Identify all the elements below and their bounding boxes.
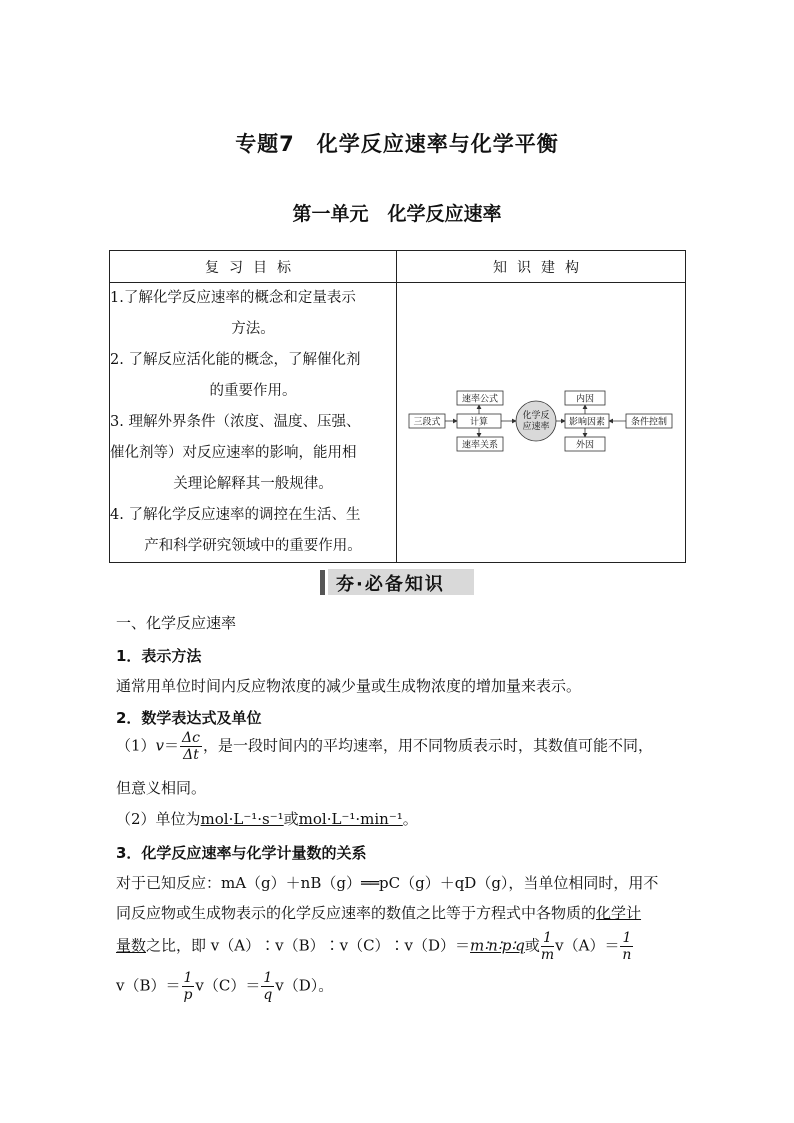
paragraph-1: 通常用单位时间内反应物浓度的减少量或生成物浓度的增加量来表示。 [116, 677, 582, 695]
sub-heading-1: 1．表示方法 [116, 647, 202, 665]
unit-per-second: mol·L⁻¹·s⁻¹ [200, 810, 284, 828]
frac-num: 1 [183, 970, 193, 986]
goal-1-line-1: 1.了解化学反应速率的概念和定量表示 [110, 290, 356, 306]
paragraph-4-line-3 [116, 930, 686, 963]
fraction-1-m [541, 930, 554, 963]
review-table [109, 250, 686, 563]
unit-title: 第一单元 化学反应速率 [292, 203, 502, 225]
unit-prefix: （2）单位为 [116, 810, 201, 828]
label-center-2: 应速率 [522, 421, 550, 432]
formula-var: v [155, 736, 165, 755]
label-calculation: 计算 [469, 417, 489, 427]
ratio-answer: m∶n∶p∶q [470, 936, 525, 955]
banner-text: 夯·必备知识 [336, 574, 445, 595]
vc-eq: v（C）＝ [195, 976, 261, 995]
concept-map [397, 371, 686, 471]
goal-4-line-1: 4. 了解化学反应速率的调控在生活、生 [110, 507, 361, 523]
goal-4-line-2: 产和科学研究领域中的重要作用。 [144, 538, 362, 554]
formula-desc: ，是一段时间内的平均速率，用不同物质表示时，其数值可能不同， [203, 736, 654, 755]
frac-num: 1 [622, 930, 632, 946]
goal-2-line-1: 2. 了解反应活化能的概念，了解催化剂 [110, 352, 361, 368]
unit-or: 或 [283, 810, 299, 828]
paragraph-4-line-1: 对于已知反应：mA（g）＋nB（g）══pC（g）＋qD（g），当单位相同时，用不 [116, 874, 659, 892]
header-review-goals: 复习目标 [110, 251, 397, 283]
heading-reaction-rate: 一、化学反应速率 [116, 614, 237, 632]
fraction-1-q [261, 970, 274, 1003]
goal-2-line-2: 的重要作用。 [209, 383, 297, 399]
fraction-numerator: Δc [182, 730, 200, 746]
label-condition-control: 条件控制 [630, 417, 668, 427]
goal-3-line-2: 催化剂等）对反应速率的影响，能用相 [110, 445, 357, 461]
paragraph-4-line-2 [116, 902, 686, 923]
goal-3-line-3: 关理论解释其一般规律。 [173, 476, 333, 492]
vb-eq: v（B）＝ [116, 976, 181, 995]
frac-den: m [540, 947, 555, 963]
fraction-dc-dt [180, 730, 202, 763]
frac-num: 1 [263, 970, 273, 986]
fraction-1-p [182, 970, 195, 1003]
label-rate-formula: 速率公式 [461, 394, 499, 404]
line3-text: 之比，即 v（A）∶v（B）∶v（C）∶v（D）＝ [146, 936, 471, 955]
concept-map-cell [397, 283, 686, 563]
formula-eq: ＝ [164, 736, 180, 755]
line3-underlined: 量数 [116, 936, 147, 955]
line2-underlined: 化学计 [596, 904, 642, 922]
sub-heading-3: 3．化学反应速率与化学计量数的关系 [116, 844, 367, 862]
goal-1-line-2: 方法。 [231, 321, 275, 337]
line2-text: 同反应物或生成物表示的化学反应速率的数值之比等于方程式中各物质的 [116, 904, 597, 922]
line3-tail: v（A）＝ [555, 936, 620, 955]
vd-end: v（D）。 [275, 976, 334, 995]
frac-den: p [183, 987, 193, 1003]
unit-per-minute: mol·L⁻¹·min⁻¹ [298, 810, 403, 828]
label-external: 外因 [575, 440, 595, 450]
label-internal: 内因 [575, 394, 595, 404]
sub-heading-2: 2．数学表达式及单位 [116, 709, 262, 727]
section-banner [320, 569, 474, 595]
formula-continuation: 但意义相同。 [116, 779, 207, 797]
goals-cell [110, 283, 397, 563]
label-three-step: 三段式 [413, 417, 441, 427]
frac-den: n [622, 947, 632, 963]
frac-num: 1 [541, 930, 554, 947]
header-knowledge-map: 知识建构 [397, 251, 686, 283]
unit-end: 。 [402, 810, 418, 828]
frac-den: q [263, 987, 273, 1003]
center-node [516, 401, 556, 441]
label-center-1: 化学反 [522, 410, 550, 421]
formula-line [116, 730, 686, 763]
unit-line [116, 808, 686, 829]
formula-prefix: （1） [116, 736, 156, 755]
topic-title: 专题7 化学反应速率与化学平衡 [235, 132, 559, 156]
goal-3-line-1: 3. 理解外界条件（浓度、温度、压强、 [110, 414, 361, 430]
fraction-denominator: Δt [183, 747, 199, 763]
banner-bar [320, 570, 325, 595]
ratio-or: 或 [524, 936, 540, 955]
paragraph-5 [116, 970, 686, 1003]
label-factors: 影响因素 [568, 417, 606, 427]
label-rate-relation: 速率关系 [461, 440, 499, 450]
fraction-1-n [620, 930, 633, 963]
